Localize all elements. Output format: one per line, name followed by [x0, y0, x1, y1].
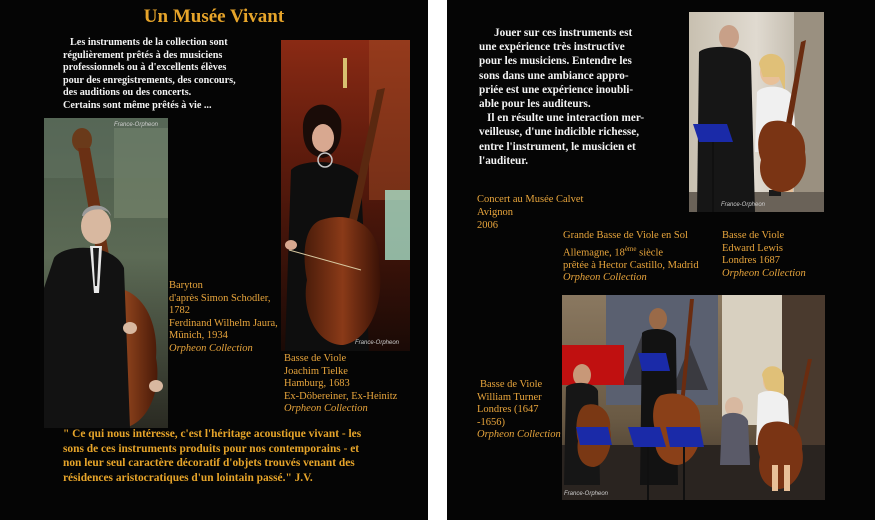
caption-line: Hamburg, 1683	[284, 378, 350, 389]
intro-line: veilleuse, d'une indicible richesse,	[479, 126, 640, 139]
caption-line: Basse de Viole	[480, 379, 543, 390]
caption-grande-basse	[563, 230, 723, 285]
quote-block	[63, 427, 413, 485]
quote-line: résidences aristocratiques d'un lointain passé." J.V.	[63, 471, 313, 484]
caption-line	[563, 243, 723, 260]
left-page	[0, 0, 428, 520]
intro-line: professionnels ou à d'excellents élèves	[63, 62, 227, 74]
intro-line: régulièrement prêtés à des musiciens	[63, 49, 223, 61]
caption-superscript: ème	[624, 244, 637, 253]
caption-line: Münich, 1934	[169, 330, 228, 341]
photo-watermark: France-Orpheon	[355, 340, 400, 346]
caption-line: Basse de Viole	[722, 230, 785, 241]
caption-lewis	[722, 230, 832, 280]
caption-line: Joachim Tielke	[284, 365, 348, 377]
right-page	[447, 0, 875, 520]
caption-baryton	[169, 280, 284, 355]
intro-text-right	[479, 26, 684, 168]
intro-line: Certains sont même prêtés à vie ...	[63, 99, 212, 111]
caption-line: d'après Simon Schodler,	[169, 292, 271, 304]
caption-line: Londres (1647 -1656)	[477, 404, 539, 428]
caption-turner	[477, 379, 567, 442]
photo-baryton-player	[44, 118, 168, 428]
intro-line: des auditions ou des concerts.	[63, 87, 192, 99]
intro-line: sons dans une ambiance appro-	[479, 69, 629, 82]
caption-line: Edward Lewis	[722, 242, 783, 254]
intro-line: priée est une expérience inoubli-	[479, 83, 634, 96]
photo-ensemble	[562, 295, 825, 500]
intro-line: Les instruments de la collection sont	[70, 37, 228, 48]
photo-watermark: France-Orpheon	[721, 202, 766, 208]
quote-line: non leur seul caractère décoratif d'objets trouvés venant des	[63, 457, 355, 470]
intro-line: Jouer sur ces instruments est	[494, 27, 633, 39]
intro-line: une expérience très instructive	[479, 41, 625, 54]
caption-line: 2006	[477, 220, 498, 231]
caption-line: Ex-Döbereiner, Ex-Heinitz	[284, 390, 398, 402]
caption-line: Grande Basse de Viole en Sol	[563, 230, 688, 241]
caption-line: Avignon	[477, 207, 513, 218]
intro-line: pour les musiciens. Entendre les	[479, 55, 632, 68]
caption-line: prêtée à Hector Castillo, Madrid	[563, 259, 699, 271]
caption-line: Ferdinand Wilhelm Jaura,	[169, 317, 278, 329]
caption-collection: Orpheon Collection	[284, 403, 368, 414]
intro-line: pour des enregistrements, des concours,	[63, 74, 236, 86]
intro-line: able pour les auditeurs.	[479, 98, 591, 111]
page-title: Un Musée Vivant	[143, 6, 285, 27]
caption-line: William Turner	[477, 391, 542, 403]
quote-line: sons de ces instruments produits pour nos contemporains - et	[63, 442, 360, 455]
caption-collection: Orpheon Collection	[563, 272, 647, 283]
caption-collection: Orpheon Collection	[169, 342, 253, 354]
caption-line: 1782	[169, 305, 190, 316]
photo-girl-viol	[689, 12, 824, 212]
intro-text-left	[63, 37, 278, 113]
caption-text: siècle	[636, 247, 664, 258]
caption-tielke	[284, 353, 424, 416]
caption-line: Concert au Musée Calvet	[477, 194, 584, 205]
photo-watermark: France-Orpheon	[114, 122, 159, 128]
intro-line: Il en résulte une interaction mer-	[487, 112, 645, 125]
intro-line: l'auditeur.	[479, 154, 529, 167]
intro-line: entre l'instrument, le musicien et	[479, 140, 636, 153]
caption-text: Allemagne, 18	[563, 247, 625, 258]
photo-viola-player	[281, 40, 410, 351]
photo-watermark: France-Orpheon	[564, 491, 609, 497]
caption-collection: Orpheon Collection	[477, 429, 561, 440]
caption-line: Basse de Viole	[284, 353, 347, 364]
concert-caption	[477, 193, 617, 232]
quote-line: " Ce qui nous intéresse, c'est l'héritage acoustique vivant - les	[63, 428, 362, 440]
caption-collection: Orpheon Collection	[722, 267, 806, 279]
caption-line: Baryton	[169, 280, 203, 291]
caption-line: Londres 1687	[722, 255, 781, 266]
